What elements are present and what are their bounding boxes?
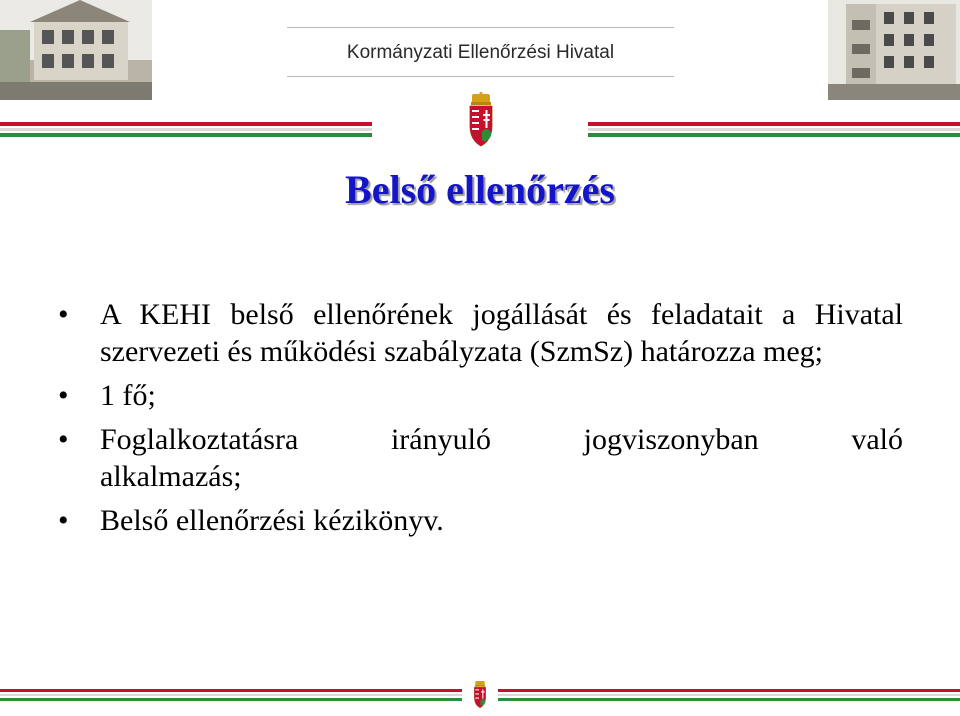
header-rule-bottom	[287, 76, 674, 77]
bullet-text: Belső ellenőrzési kézikönyv.	[100, 504, 444, 537]
stripe-white-right	[588, 128, 960, 131]
footer-stripe-green-left	[0, 698, 462, 701]
bullet-text: A KEHI belső ellenőrének jogállását és feladatait a Hivatal szervezeti és működési szabályzata (SzmSz) határozza meg;	[100, 298, 903, 368]
bullet-item	[58, 296, 903, 370]
bullet-icon: •	[58, 298, 69, 331]
footer-stripe-red-right	[498, 689, 960, 692]
bullet-text-line-1: Foglalkoztatásra irányuló jogviszonyban való	[100, 423, 903, 456]
bullet-text-line-2: alkalmazás;	[100, 460, 242, 493]
hungarian-coat-of-arms-icon	[466, 92, 496, 155]
bullet-icon: •	[58, 504, 69, 537]
bullet-item	[58, 502, 903, 539]
header-rule-top	[287, 27, 674, 28]
footer-stripe-green-right	[498, 698, 960, 701]
bullet-list	[58, 296, 903, 546]
agency-name: Kormányzati Ellenőrzési Hivatal	[346, 42, 615, 63]
footer-stripe-red-left	[0, 689, 462, 692]
slide-title: Belső ellenőrzés	[345, 167, 615, 212]
stripe-green-left	[0, 133, 372, 137]
building-photo-left	[0, 0, 152, 100]
stripe-red-left	[0, 122, 372, 126]
bullet-item	[58, 421, 903, 495]
stripe-red-right	[588, 122, 960, 126]
footer-stripe-white-left	[0, 694, 462, 696]
footer-coat-of-arms-icon	[472, 680, 488, 715]
stripe-white-left	[0, 128, 372, 131]
footer-stripe-white-right	[498, 694, 960, 696]
bullet-icon: •	[58, 423, 69, 456]
bullet-item	[58, 377, 903, 414]
bullet-icon: •	[58, 379, 69, 412]
building-photo-right	[828, 0, 960, 100]
bullet-text: 1 fő;	[100, 379, 156, 412]
stripe-green-right	[588, 133, 960, 137]
